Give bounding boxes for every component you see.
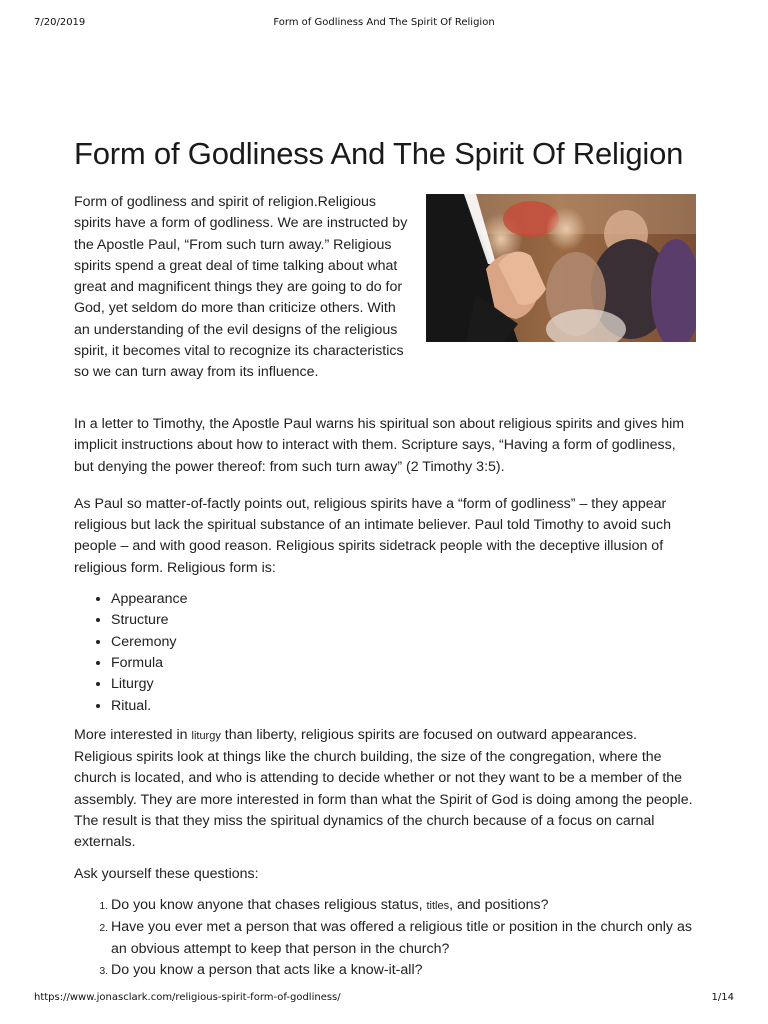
- page-url[interactable]: https://www.jonasclark.com/religious-spirit-form-of-godliness/: [34, 992, 341, 1003]
- paragraph-form-of-godliness: As Paul so matter-of-factly points out, religious spirits have a “form of godliness” – they appear religious but lack the spiritual substance of an intimate believer. Paul told Timothy to avoid such people – and with good reason. Religious spirits sidetrack people with the deceptive illusion of religious form. Religious form is:: [74, 495, 671, 576]
- paragraph-questions-intro: Ask yourself these questions:: [74, 865, 259, 882]
- print-header: [34, 17, 734, 31]
- questions-list: [74, 895, 694, 981]
- liturgy-link[interactable]: liturgy: [191, 729, 221, 742]
- list-item: • Ceremony: [111, 632, 694, 653]
- question-item: 3. Do you know a person that acts like a know-it-all?: [111, 960, 694, 981]
- praying-hands-photo: [426, 194, 696, 342]
- paragraph-timothy-letter: In a letter to Timothy, the Apostle Paul warns his spiritual son about religious spirits and gives him implicit instructions about how to interact with them. Scripture says, “Having a form of godliness, but denying the power thereof: from such turn away” (2 Timothy 3:5).: [74, 416, 685, 475]
- list-item: • Appearance: [111, 589, 694, 610]
- article: [74, 128, 694, 981]
- titles-link[interactable]: titles: [426, 899, 450, 912]
- photo-illustration: [426, 194, 696, 342]
- paragraph-text: More interested in: [74, 726, 192, 743]
- question-item: 2. Have you ever met a person that was offered a religious title or position in the church only as an obvious attempt to keep that person in the church?: [111, 917, 694, 960]
- religious-form-list: [74, 589, 694, 717]
- page-number: 1/14: [711, 992, 734, 1003]
- list-item: • Liturgy: [111, 674, 694, 695]
- list-item: • Structure: [111, 610, 694, 631]
- question-text: Do you know anyone that chases religious status,: [111, 896, 427, 913]
- intro-paragraph: Form of godliness and spirit of religion.Religious spirits have a form of godliness. We are instructed by the Apostle Paul, “From such turn away.” Religious spirits spend a great deal of time talking about what great and magnificent things they are going to do for God, yet seldom do more than criticize others. With an understanding of the evil designs of the religious spirit, it becomes vital to recognize its characteristics so we can turn away from its influence.: [74, 194, 408, 381]
- paragraph-text: than liberty, religious spirits are focused on outward appearances. Religious spirits look at things like the church building, the size of the congregation, where the church is located, and who is attending to decide whether or not they want to be a member of the assembly. They are more interested in form than what the Spirit of God is doing among the people. The result is that they miss the spiritual dynamics of the church because of a focus on carnal externals.: [74, 726, 693, 851]
- article-title: Form of Godliness And The Spirit Of Religion: [74, 136, 684, 171]
- question-item: [111, 895, 694, 917]
- list-item: • Ritual.: [111, 696, 694, 717]
- paragraph-liturgy: [74, 725, 694, 854]
- question-text: , and positions?: [449, 896, 549, 913]
- print-date: 7/20/2019: [34, 17, 86, 28]
- print-header-title: Form of Godliness And The Spirit Of Religion: [273, 17, 495, 28]
- intro-section: [74, 192, 694, 406]
- print-footer: [34, 992, 734, 1006]
- list-item: • Formula: [111, 653, 694, 674]
